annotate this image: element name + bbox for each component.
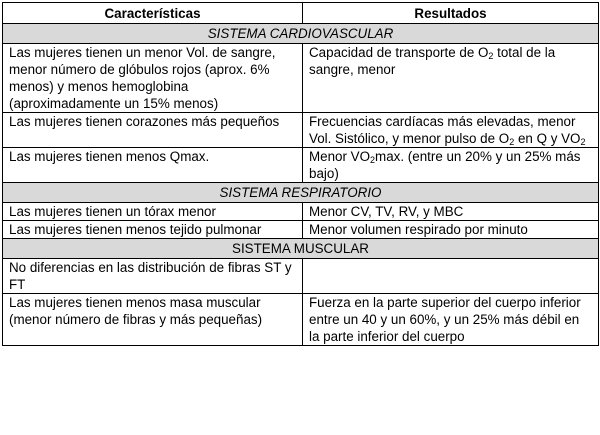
subscript: 2 — [580, 137, 586, 147]
cell-text: Menor VO — [309, 149, 371, 164]
header-resultados: Resultados — [303, 3, 599, 24]
cell-caracteristica: Las mujeres tienen menos tejido pulmonar — [3, 221, 303, 239]
subscript: 2 — [370, 155, 376, 165]
section-title-muscular: SISTEMA MUSCULAR — [3, 239, 599, 259]
cell-text: en Q y VO — [514, 131, 581, 146]
table-row — [3, 221, 599, 239]
section-row-respiratorio — [3, 183, 599, 203]
subscript: 2 — [509, 137, 515, 147]
header-row — [3, 3, 599, 24]
cell-resultado: Menor CV, TV, RV, y MBC — [303, 203, 599, 221]
table-row — [3, 259, 599, 294]
cell-caracteristica: No diferencias en las distribución de fibras ST y FT — [3, 259, 303, 294]
cell-text: max. (entre un 20% y un 25% más bajo) — [309, 149, 581, 181]
cell-text: Capacidad de transporte de O — [309, 45, 489, 60]
subscript: 2 — [488, 51, 494, 61]
table-row — [3, 203, 599, 221]
comparison-table — [2, 2, 599, 346]
section-title-cardiovascular: SISTEMA CARDIOVASCULAR — [3, 24, 599, 44]
cell-text: total de la sangre, menor — [309, 45, 556, 77]
section-title-respiratorio: SISTEMA RESPIRATORIO — [3, 183, 599, 203]
cell-caracteristica: Las mujeres tienen menos masa muscular (menor número de fibras y más pequeñas) — [3, 294, 303, 346]
cell-resultado — [303, 259, 599, 294]
cell-resultado: Fuerza en la parte superior del cuerpo inferior entre un 40 y un 60%, y un 25% más débil en la parte inferior del cuerpo — [303, 294, 599, 346]
header-caracteristicas: Características — [3, 3, 303, 24]
cell-caracteristica: Las mujeres tienen menos Qmax. — [3, 148, 303, 183]
cell-resultado — [303, 148, 599, 183]
table-row — [3, 44, 599, 113]
cell-resultado — [303, 44, 599, 113]
section-row-muscular — [3, 239, 599, 259]
cell-resultado: Menor volumen respirado por minuto — [303, 221, 599, 239]
cell-resultado — [303, 113, 599, 148]
section-row-cardiovascular — [3, 24, 599, 44]
table-row — [3, 148, 599, 183]
cell-caracteristica: Las mujeres tienen corazones más pequeños — [3, 113, 303, 148]
table-row — [3, 113, 599, 148]
cell-caracteristica: Las mujeres tienen un menor Vol. de sangre, menor número de glóbulos rojos (aprox. 6% menos) y menos hemoglobina (aproximadamente un 15% menos) — [3, 44, 303, 113]
cell-caracteristica: Las mujeres tienen un tórax menor — [3, 203, 303, 221]
cell-text: Frecuencias cardíacas más elevadas, menor Vol. Sistólico, y menor pulso de O — [309, 114, 576, 146]
table-row — [3, 294, 599, 346]
